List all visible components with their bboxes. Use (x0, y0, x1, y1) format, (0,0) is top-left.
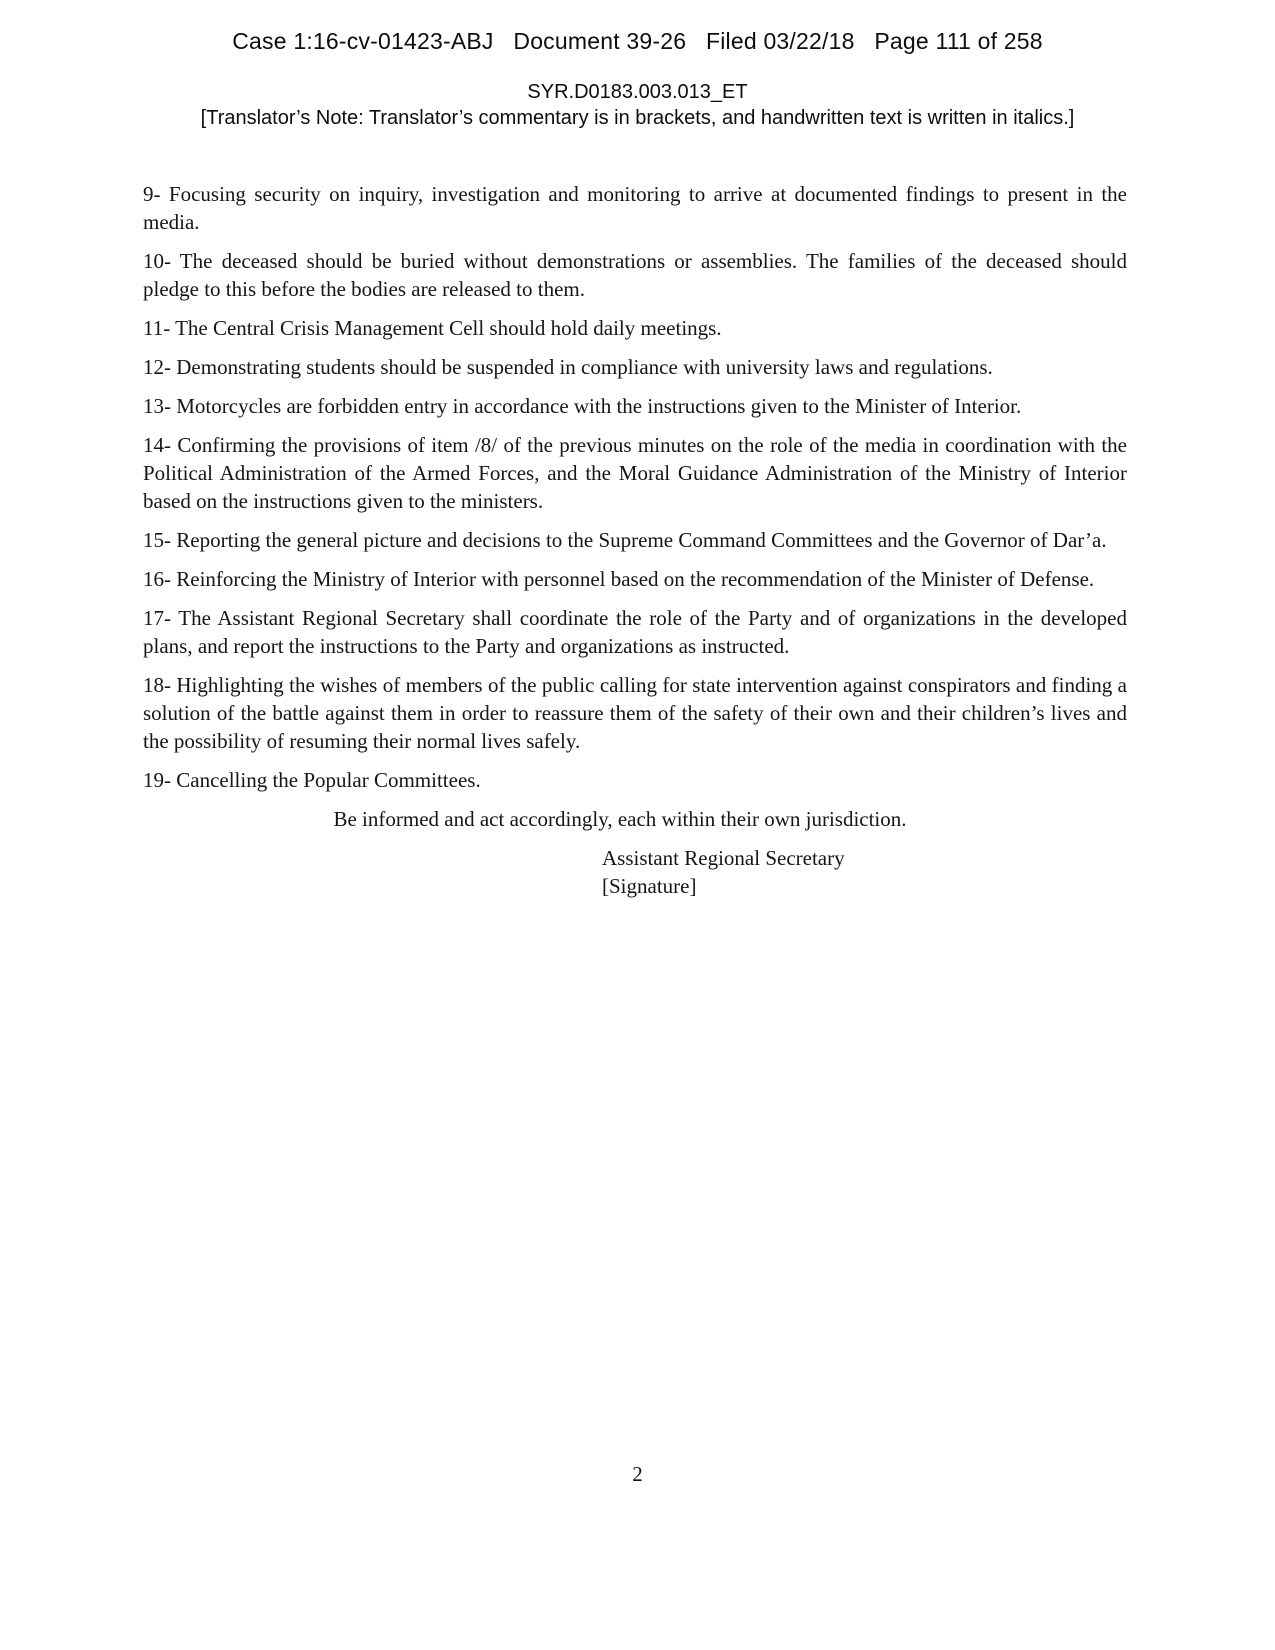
translator-note: [Translator’s Note: Translator’s commentary is in brackets, and handwritten text is written in italics.] (200, 107, 1075, 129)
signature-title: Assistant Regional Secretary (602, 846, 845, 870)
paragraph-18: 18- Highlighting the wishes of members of the public calling for state intervention against conspirators and finding a solution of the battle against them in order to reassure them of the safety of their own and their children’s lives and the possibility of resuming their normal lives safely. (143, 673, 1127, 753)
paragraph-9: 9- Focusing security on inquiry, investigation and monitoring to arrive at documented findings to present in the media. (143, 182, 1127, 234)
paragraph-17: 17- The Assistant Regional Secretary shall coordinate the role of the Party and of organizations in the developed plans, and report the instructions to the Party and organizations as instructed. (143, 606, 1127, 658)
paragraph-12: 12- Demonstrating students should be suspended in compliance with university laws and regulations. (143, 355, 993, 379)
paragraph-11: 11- The Central Crisis Management Cell should hold daily meetings. (143, 316, 722, 340)
paragraph-13: 13- Motorcycles are forbidden entry in accordance with the instructions given to the Minister of Interior. (143, 394, 1022, 418)
document-body (143, 180, 1127, 900)
paragraph-15: 15- Reporting the general picture and decisions to the Supreme Command Committees and the Governor of Dar’a. (143, 528, 1107, 552)
signature-placeholder: [Signature] (602, 874, 697, 898)
paragraph-16: 16- Reinforcing the Ministry of Interior with personnel based on the recommendation of the Minister of Defense. (143, 567, 1095, 591)
closing-line: Be informed and act accordingly, each within their own jurisdiction. (333, 807, 907, 831)
paragraph-14: 14- Confirming the provisions of item /8/ of the previous minutes on the role of the media in coordination with the Political Administration of the Armed Forces, and the Moral Guidance Administration of the Ministry of Interior based on the instructions given to the ministers. (143, 433, 1127, 513)
document-header (0, 28, 1275, 130)
paragraph-19: 19- Cancelling the Popular Committees. (143, 768, 481, 792)
exhibit-id: SYR.D0183.003.013_ET (527, 81, 748, 103)
page-number: 2 (632, 1462, 643, 1486)
signature-block (602, 844, 1127, 900)
case-caption: Case 1:16-cv-01423-ABJ Document 39-26 Filed 03/22/18 Page 111 of 258 (232, 28, 1043, 54)
paragraph-10: 10- The deceased should be buried without demonstrations or assemblies. The families of the deceased should pledge to this before the bodies are released to them. (143, 249, 1127, 301)
